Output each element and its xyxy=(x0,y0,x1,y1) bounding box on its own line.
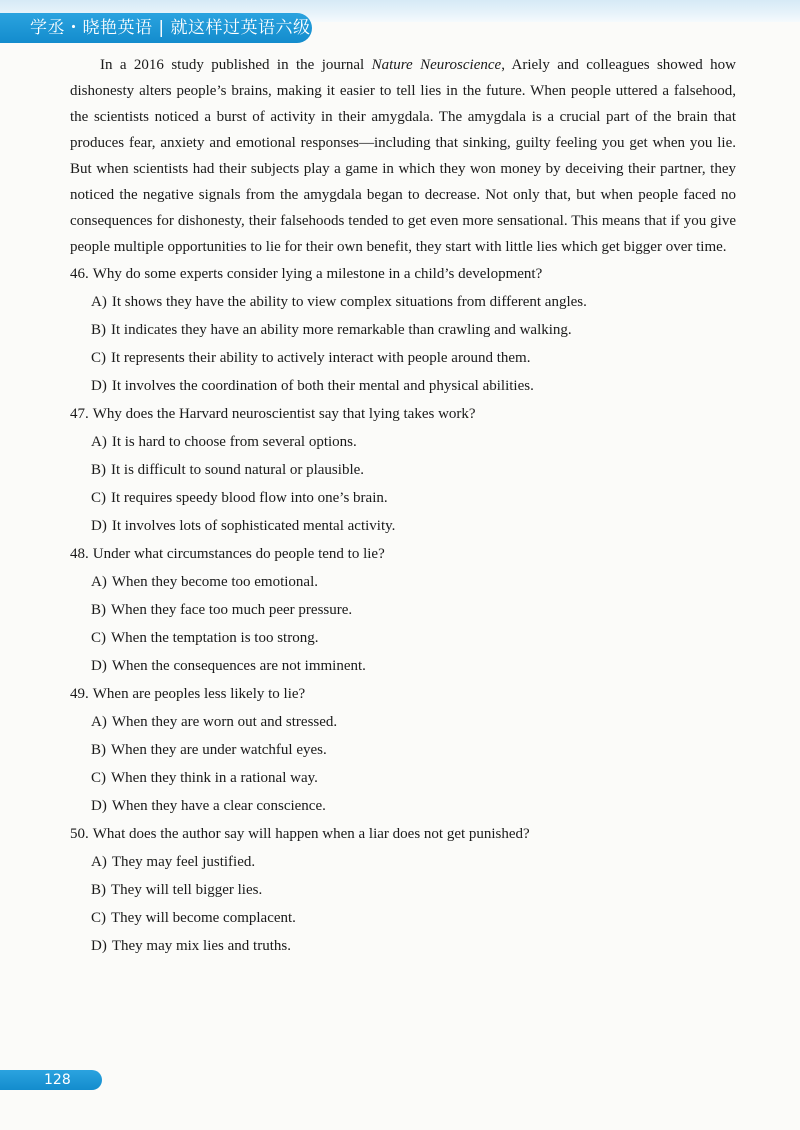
option-d xyxy=(70,652,736,680)
option-text: It requires speedy blood flow into one’s brain. xyxy=(111,490,388,506)
option-letter: C) xyxy=(91,630,106,646)
question-stem xyxy=(70,260,736,288)
option-letter: B) xyxy=(91,602,106,618)
option-list xyxy=(70,848,736,960)
option-c xyxy=(70,904,736,932)
option-letter: C) xyxy=(91,350,106,366)
option-list xyxy=(70,708,736,820)
option-text: It represents their ability to actively interact with people around them. xyxy=(111,350,531,366)
option-text: They may feel justified. xyxy=(111,854,256,870)
question-number: 46. xyxy=(70,266,89,282)
option-a xyxy=(70,708,736,736)
option-letter: A) xyxy=(91,574,107,590)
journal-title: Nature Neuroscience xyxy=(371,57,502,73)
option-b xyxy=(70,736,736,764)
option-text: It is difficult to sound natural or plausible. xyxy=(111,462,365,478)
option-text: When they think in a rational way. xyxy=(111,770,318,786)
question-number: 47. xyxy=(70,406,89,422)
header-title: 学丞・晓艳英语 | 就这样过英语六级 xyxy=(30,18,311,38)
page-number-tab xyxy=(0,1070,102,1090)
option-text: It is hard to choose from several options. xyxy=(111,434,357,450)
question-number: 48. xyxy=(70,546,89,562)
question-stem xyxy=(70,680,736,708)
question-stem xyxy=(70,540,736,568)
option-b xyxy=(70,876,736,904)
option-letter: C) xyxy=(91,490,106,506)
question-49 xyxy=(70,680,736,820)
option-text: When they become too emotional. xyxy=(111,574,319,590)
option-text: It involves lots of sophisticated mental activity. xyxy=(111,518,396,534)
option-text: It indicates they have an ability more remarkable than crawling and walking. xyxy=(111,322,572,338)
question-text: Why do some experts consider lying a milestone in a child’s development? xyxy=(92,266,543,282)
option-d xyxy=(70,372,736,400)
question-48 xyxy=(70,540,736,680)
option-letter: B) xyxy=(91,322,106,338)
option-c xyxy=(70,764,736,792)
option-b xyxy=(70,456,736,484)
option-letter: A) xyxy=(91,294,107,310)
option-text: They may mix lies and truths. xyxy=(111,938,291,954)
option-letter: A) xyxy=(91,714,107,730)
option-d xyxy=(70,512,736,540)
passage-text-rest: , Ariely and colleagues showed how dishonesty alters people’s brains, making it easier to tell lies in the future. When people uttered a falsehood, the scientists noticed a burst of activity in their amygdala. The amygdala is a crucial part of the brain that produces fear, anxiety and emotional responses—including that sinking, guilty feeling you get when you lie. But when scientists had their subjects play a game in which they won money by deceiving their partner, they noticed the negative signals from the amygdala began to decrease. Not only that, but when people faced no consequences for dishonesty, their falsehoods tended to get even more sensational. This means that if you give people multiple opportunities to lie for their own benefit, they start with little lies which get bigger over time. xyxy=(70,57,736,255)
question-text: Why does the Harvard neuroscientist say that lying takes work? xyxy=(92,406,476,422)
option-text: When the consequences are not imminent. xyxy=(111,658,366,674)
option-a xyxy=(70,428,736,456)
option-b xyxy=(70,596,736,624)
option-c xyxy=(70,344,736,372)
header-title-tab xyxy=(0,13,312,43)
option-text: When the temptation is too strong. xyxy=(111,630,319,646)
option-c xyxy=(70,624,736,652)
option-a xyxy=(70,288,736,316)
option-text: When they have a clear conscience. xyxy=(111,798,326,814)
page-content xyxy=(70,52,736,960)
option-letter: B) xyxy=(91,882,106,898)
option-text: When they face too much peer pressure. xyxy=(111,602,353,618)
option-c xyxy=(70,484,736,512)
question-text: What does the author say will happen when a liar does not get punished? xyxy=(92,826,530,842)
passage-paragraph xyxy=(70,52,736,260)
option-letter: D) xyxy=(91,938,107,954)
option-b xyxy=(70,316,736,344)
option-a xyxy=(70,568,736,596)
option-text: It involves the coordination of both their mental and physical abilities. xyxy=(111,378,534,394)
option-text: It shows they have the ability to view complex situations from different angles. xyxy=(111,294,587,310)
question-text: Under what circumstances do people tend to lie? xyxy=(92,546,385,562)
option-letter: D) xyxy=(91,658,107,674)
question-46 xyxy=(70,260,736,400)
option-text: When they are under watchful eyes. xyxy=(111,742,327,758)
question-text: When are peoples less likely to lie? xyxy=(92,686,306,702)
option-text: They will become complacent. xyxy=(111,910,296,926)
option-text: When they are worn out and stressed. xyxy=(111,714,338,730)
question-50 xyxy=(70,820,736,960)
question-47 xyxy=(70,400,736,540)
question-number: 49. xyxy=(70,686,89,702)
option-a xyxy=(70,848,736,876)
option-letter: D) xyxy=(91,518,107,534)
option-letter: C) xyxy=(91,910,106,926)
option-text: They will tell bigger lies. xyxy=(111,882,263,898)
option-list xyxy=(70,288,736,400)
page-number: 128 xyxy=(44,1072,71,1088)
option-list xyxy=(70,428,736,540)
question-number: 50. xyxy=(70,826,89,842)
question-list xyxy=(70,260,736,960)
option-letter: B) xyxy=(91,462,106,478)
option-letter: A) xyxy=(91,434,107,450)
question-stem xyxy=(70,400,736,428)
option-letter: C) xyxy=(91,770,106,786)
option-letter: D) xyxy=(91,378,107,394)
option-d xyxy=(70,932,736,960)
option-letter: D) xyxy=(91,798,107,814)
option-letter: B) xyxy=(91,742,106,758)
question-stem xyxy=(70,820,736,848)
option-list xyxy=(70,568,736,680)
option-letter: A) xyxy=(91,854,107,870)
option-d xyxy=(70,792,736,820)
passage-text-start: In a 2016 study published in the journal xyxy=(100,57,372,73)
